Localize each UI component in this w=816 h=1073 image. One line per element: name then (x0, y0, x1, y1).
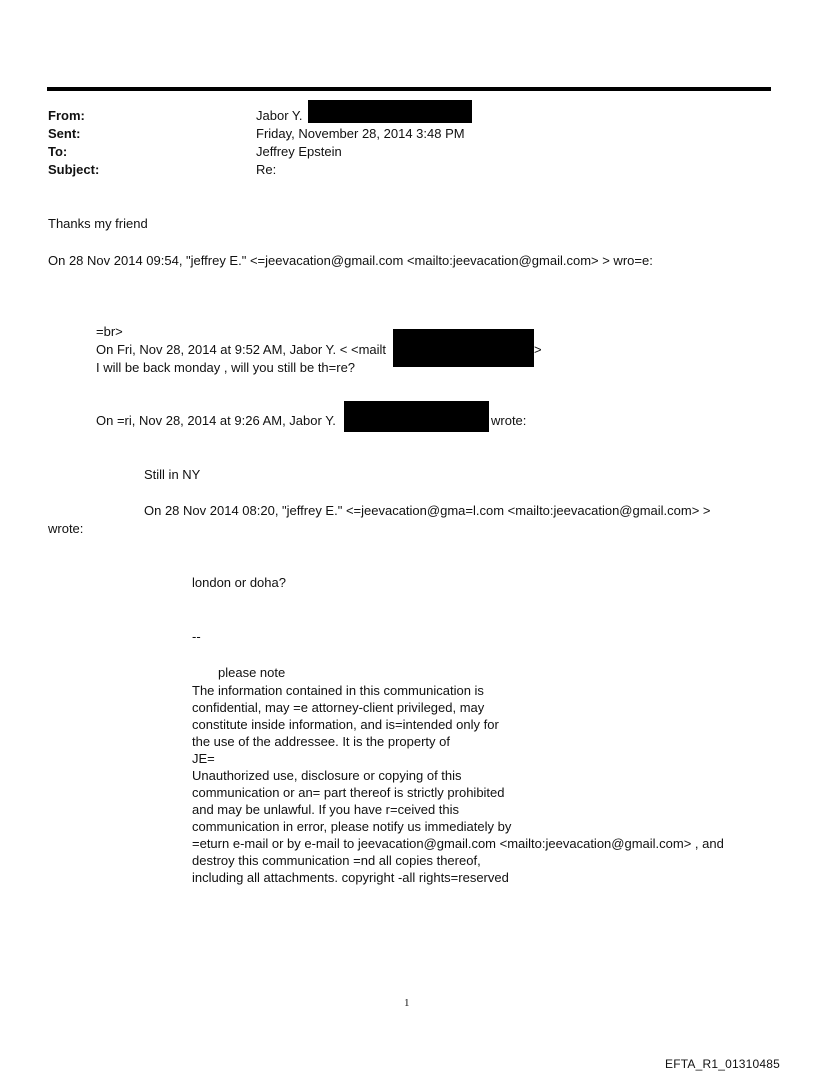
subject-label: Subject: (48, 162, 100, 177)
quote-text: Still in NY (144, 467, 201, 482)
notice-line: confidential, may =e attorney-client privileged, may (192, 700, 485, 715)
quote-wrote: wrote: (48, 521, 84, 536)
notice-line: Unauthorized use, disclosure or copying of this (192, 768, 462, 783)
quote-header: On 28 Nov 2014 08:20, "jeffrey E." <=jeevacation@gma=l.com <mailto:jeevacation@gmail.com> > (144, 503, 711, 518)
from-value: Jabor Y. (256, 108, 303, 123)
notice-line: the use of the addressee. It is the property of (192, 734, 450, 749)
signature-separator: -- (192, 629, 201, 644)
quote-wrote: wrote: (491, 413, 527, 428)
quote-text: london or doha? (192, 575, 286, 590)
quote-header-end: > (534, 342, 542, 357)
notice-line: and may be unlawful. If you have r=ceived this (192, 802, 460, 817)
quote-header: On =ri, Nov 28, 2014 at 9:26 AM, Jabor Y. (96, 413, 336, 428)
quote-text: I will be back monday , will you still be th=re? (96, 360, 356, 375)
from-label: From: (48, 108, 85, 123)
notice-line: JE= (192, 751, 215, 766)
quote-header: On Fri, Nov 28, 2014 at 9:52 AM, Jabor Y. < <mailt (96, 342, 387, 357)
notice-line: destroy this communication =nd all copies thereof, (192, 853, 481, 868)
reply-text: Thanks my friend (48, 216, 148, 231)
notice-line: communication or an= part thereof is strictly prohibited (192, 785, 505, 800)
notice-line: The information contained in this communication is (192, 683, 484, 698)
notice-line: =eturn e-mail or by e-mail to jeevacation@gmail.com <mailto:jeevacation@gmail.com> , and (192, 836, 724, 851)
to-label: To: (48, 144, 68, 159)
sent-label: Sent: (48, 126, 81, 141)
notice-title: please note (218, 665, 286, 680)
quote-header: On 28 Nov 2014 09:54, "jeffrey E." <=jeevacation@gmail.com <mailto:jeevacation@gmail.com> > wro=e: (48, 253, 653, 268)
notice-line: communication in error, please notify us immediately by (192, 819, 512, 834)
to-value: Jeffrey Epstein (256, 144, 342, 159)
redaction-box (308, 100, 472, 123)
br-line: =br> (96, 324, 123, 339)
redaction-box (344, 401, 489, 432)
sent-value: Friday, November 28, 2014 3:48 PM (256, 126, 465, 141)
header-rule (47, 87, 771, 91)
subject-value: Re: (256, 162, 277, 177)
redaction-box (393, 329, 534, 367)
notice-line: including all attachments. copyright -all rights=reserved (192, 870, 509, 885)
document-id: EFTA_R1_01310485 (665, 1057, 781, 1071)
notice-line: constitute inside information, and is=intended only for (192, 717, 499, 732)
page-number: 1 (404, 997, 410, 1009)
confidentiality-notice (192, 682, 724, 886)
